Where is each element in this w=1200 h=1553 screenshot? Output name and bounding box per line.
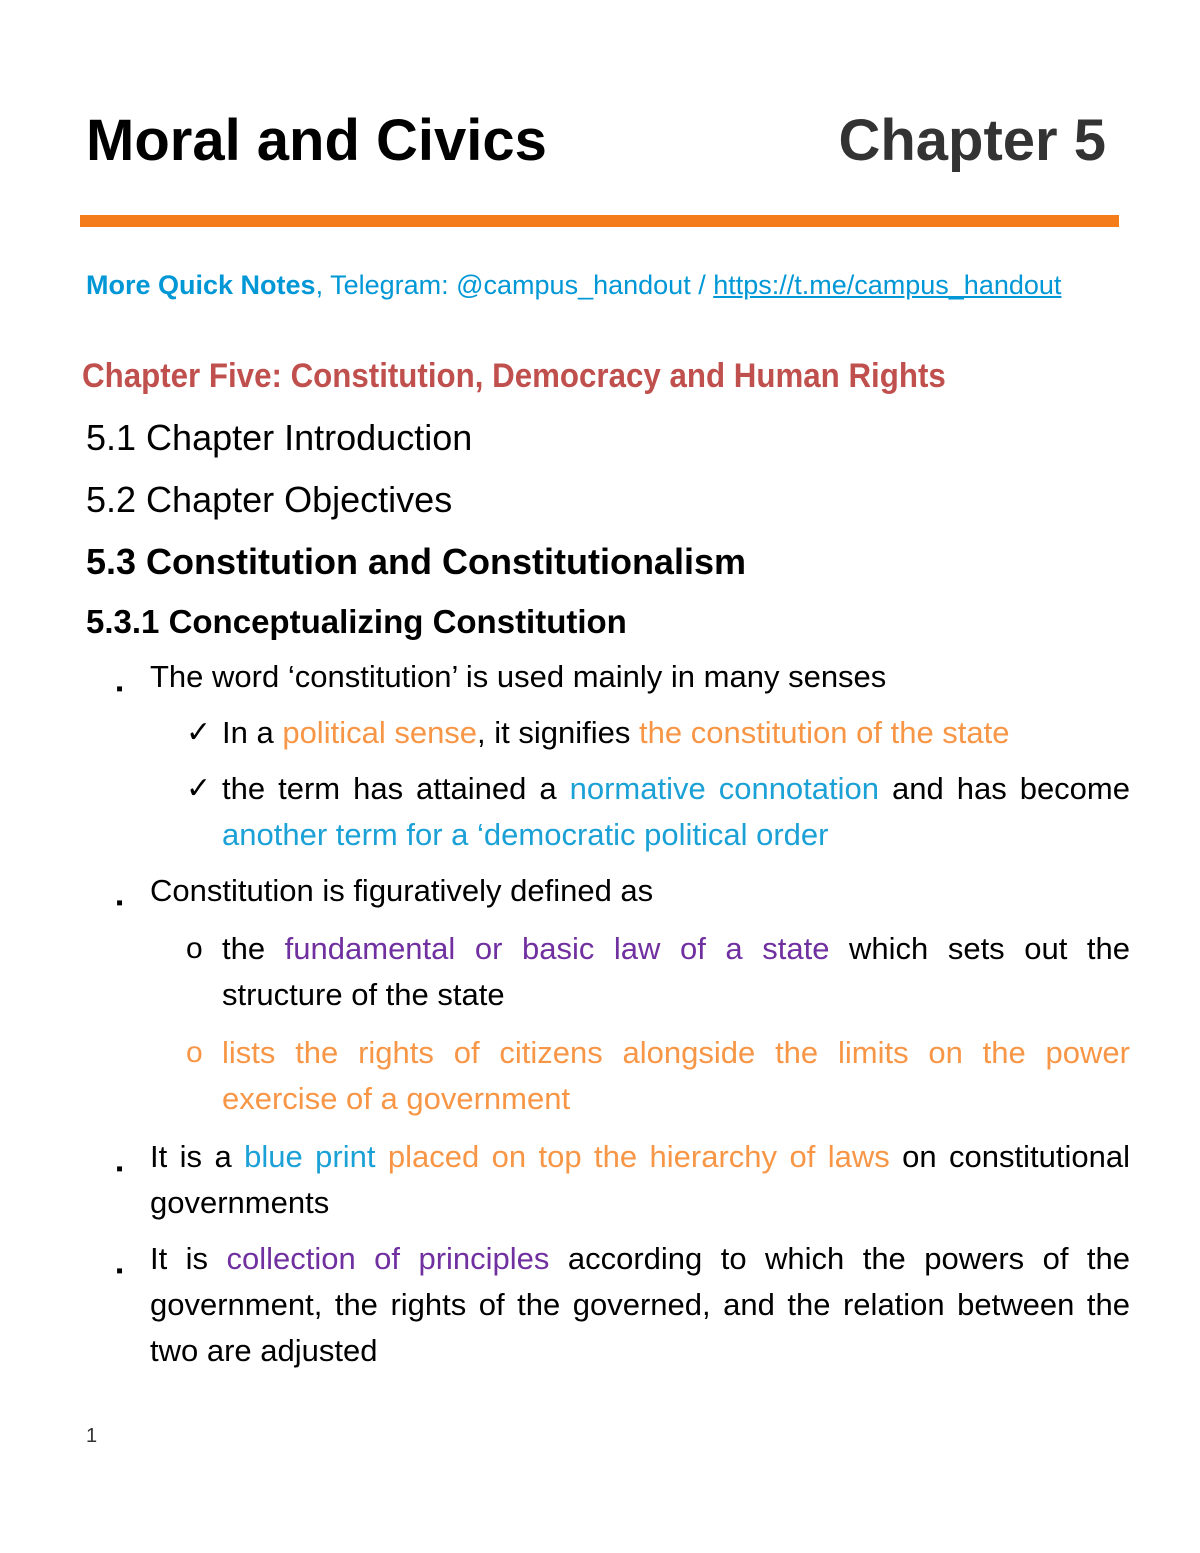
quick-notes-line	[86, 268, 1061, 302]
bullet-text: The word ‘constitution’ is used mainly in many senses	[150, 659, 887, 694]
item-text: , it signifies	[477, 715, 639, 750]
checkmark-icon: ✓	[186, 772, 212, 805]
item-text: It is	[150, 1241, 227, 1276]
list-item	[116, 654, 1130, 700]
list-item	[116, 1236, 1130, 1374]
chapter-label: Chapter 5	[838, 108, 1106, 173]
document-title: Moral and Civics	[86, 108, 547, 173]
list-item	[186, 926, 1130, 1018]
page-header	[86, 108, 1106, 178]
square-bullet-icon: ▪	[116, 892, 124, 914]
header-divider	[80, 215, 1119, 227]
highlight-text: placed on top the hierarchy of laws	[387, 1139, 890, 1174]
quick-notes-separator: ,	[315, 270, 331, 300]
highlight-text: lists the rights of citizens alongside the limits on the power exercise of a government	[222, 1035, 1130, 1116]
highlight-text: collection of principles	[226, 1241, 550, 1276]
highlight-text: fundamental or basic law of a state	[284, 931, 830, 966]
circle-bullet-icon: o	[186, 932, 203, 965]
section-5-2-heading: 5.2 Chapter Objectives	[86, 479, 453, 520]
item-text: It is a	[150, 1139, 245, 1174]
item-text: on constitutional governments	[150, 1139, 1131, 1220]
highlight-text: normative connotation	[569, 771, 880, 806]
square-bullet-icon: ▪	[116, 678, 124, 700]
quick-notes-lead: More Quick Notes	[86, 270, 316, 300]
item-text	[375, 1139, 387, 1174]
chapter-heading: Chapter Five: Constitution, Democracy and Human Rights	[82, 357, 946, 395]
highlight-text: the constitution of the state	[639, 715, 1010, 750]
item-text: the term has attained a	[222, 771, 570, 806]
highlight-text: another term for a ‘democratic political order	[222, 817, 829, 852]
list-item	[116, 1134, 1131, 1226]
item-text: In a	[222, 715, 283, 750]
list-item	[186, 766, 1130, 858]
page-number: 1	[86, 1425, 98, 1447]
circle-bullet-icon: o	[186, 1036, 203, 1069]
section-5-3-heading: 5.3 Constitution and Constitutionalism	[86, 541, 746, 582]
list-item	[116, 868, 1130, 914]
bullet-text: Constitution is figuratively defined as	[150, 873, 654, 908]
section-5-1-heading: 5.1 Chapter Introduction	[86, 417, 473, 458]
section-5-3-1-heading: 5.3.1 Conceptualizing Constitution	[86, 603, 627, 640]
quick-notes-telegram: Telegram: @campus_handout /	[330, 270, 714, 300]
list-item	[186, 710, 1130, 756]
square-bullet-icon: ▪	[116, 1260, 124, 1282]
highlight-text: political sense	[282, 715, 478, 750]
list-item	[186, 1030, 1130, 1122]
square-bullet-icon: ▪	[116, 1158, 124, 1180]
telegram-link[interactable]: https://t.me/campus_handout	[713, 270, 1062, 300]
checkmark-icon: ✓	[186, 716, 212, 749]
item-text: according to which the powers of the government, the rights of the governed, and the relation between the two are adjusted	[150, 1241, 1130, 1368]
item-text: which sets out the structure of the state	[222, 931, 1130, 1012]
item-text: and has become	[879, 771, 1130, 806]
highlight-text: blue print	[244, 1139, 376, 1174]
item-text: the	[222, 931, 285, 966]
